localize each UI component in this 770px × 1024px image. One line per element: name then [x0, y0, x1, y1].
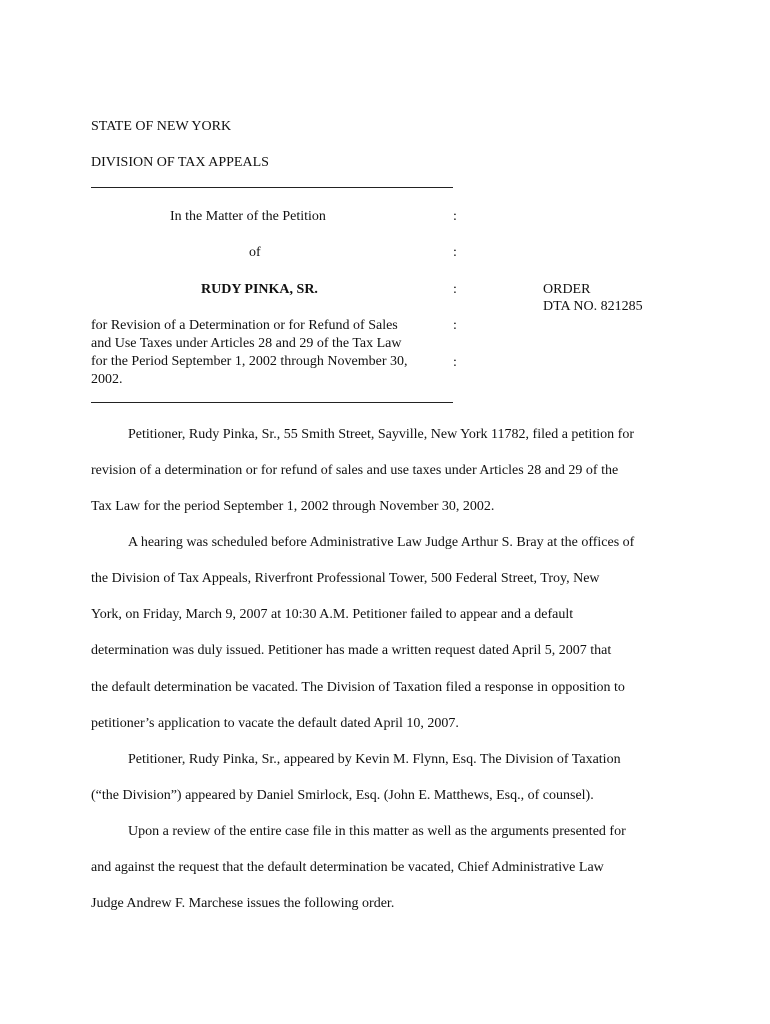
body-line: Petitioner, Rudy Pinka, Sr., 55 Smith Street, Sayville, New York 11782, filed a petition for [128, 427, 635, 442]
caption-colon: : [453, 282, 457, 297]
body-line: Petitioner, Rudy Pinka, Sr., appeared by Kevin M. Flynn, Esq. The Division of Taxation [128, 752, 621, 767]
state-heading: STATE OF NEW YORK [91, 119, 232, 134]
petition-purpose-line: 2002. [91, 372, 123, 387]
division-heading: DIVISION OF TAX APPEALS [91, 155, 269, 170]
body-line: the Division of Tax Appeals, Riverfront Professional Tower, 500 Federal Street, Troy, New [91, 571, 600, 586]
petition-purpose-line: for the Period September 1, 2002 through November 30, [91, 354, 408, 369]
caption-colon: : [453, 355, 457, 370]
petition-purpose-line: for Revision of a Determination or for Refund of Sales [91, 318, 398, 333]
caption-colon: : [453, 209, 457, 224]
of-line: of [249, 245, 261, 260]
body-line: Judge Andrew F. Marchese issues the following order. [91, 896, 395, 911]
body-line: determination was duly issued. Petitioner has made a written request dated April 5, 2007 that [91, 643, 612, 658]
caption-colon: : [453, 318, 457, 333]
body-line: petitioner’s application to vacate the default dated April 10, 2007. [91, 716, 459, 731]
body-line: York, on Friday, March 9, 2007 at 10:30 A.M. Petitioner failed to appear and a default [91, 607, 574, 622]
matter-of-petition-line: In the Matter of the Petition [170, 209, 326, 224]
order-title: ORDER [543, 282, 591, 297]
body-line: (“the Division”) appeared by Daniel Smirlock, Esq. (John E. Matthews, Esq., of counsel). [91, 788, 594, 803]
body-line: the default determination be vacated. The Division of Taxation filed a response in opposition to [91, 680, 625, 695]
body-line: Tax Law for the period September 1, 2002 through November 30, 2002. [91, 499, 495, 514]
caption-top-rule [91, 187, 453, 188]
caption-bottom-rule [91, 402, 453, 403]
petition-purpose [91, 317, 446, 389]
body-line: Upon a review of the entire case file in this matter as well as the arguments presented for [128, 824, 626, 839]
body-line: A hearing was scheduled before Administrative Law Judge Arthur S. Bray at the offices of [128, 535, 635, 550]
caption-colon: : [453, 245, 457, 260]
petitioner-name: RUDY PINKA, SR. [201, 282, 318, 297]
body-line: revision of a determination or for refund of sales and use taxes under Articles 28 and 29 of the [91, 463, 619, 478]
body-line: and against the request that the default determination be vacated, Chief Administrative Law [91, 860, 604, 875]
petition-purpose-line: and Use Taxes under Articles 28 and 29 of the Tax Law [91, 336, 402, 351]
dta-number: DTA NO. 821285 [543, 299, 643, 314]
